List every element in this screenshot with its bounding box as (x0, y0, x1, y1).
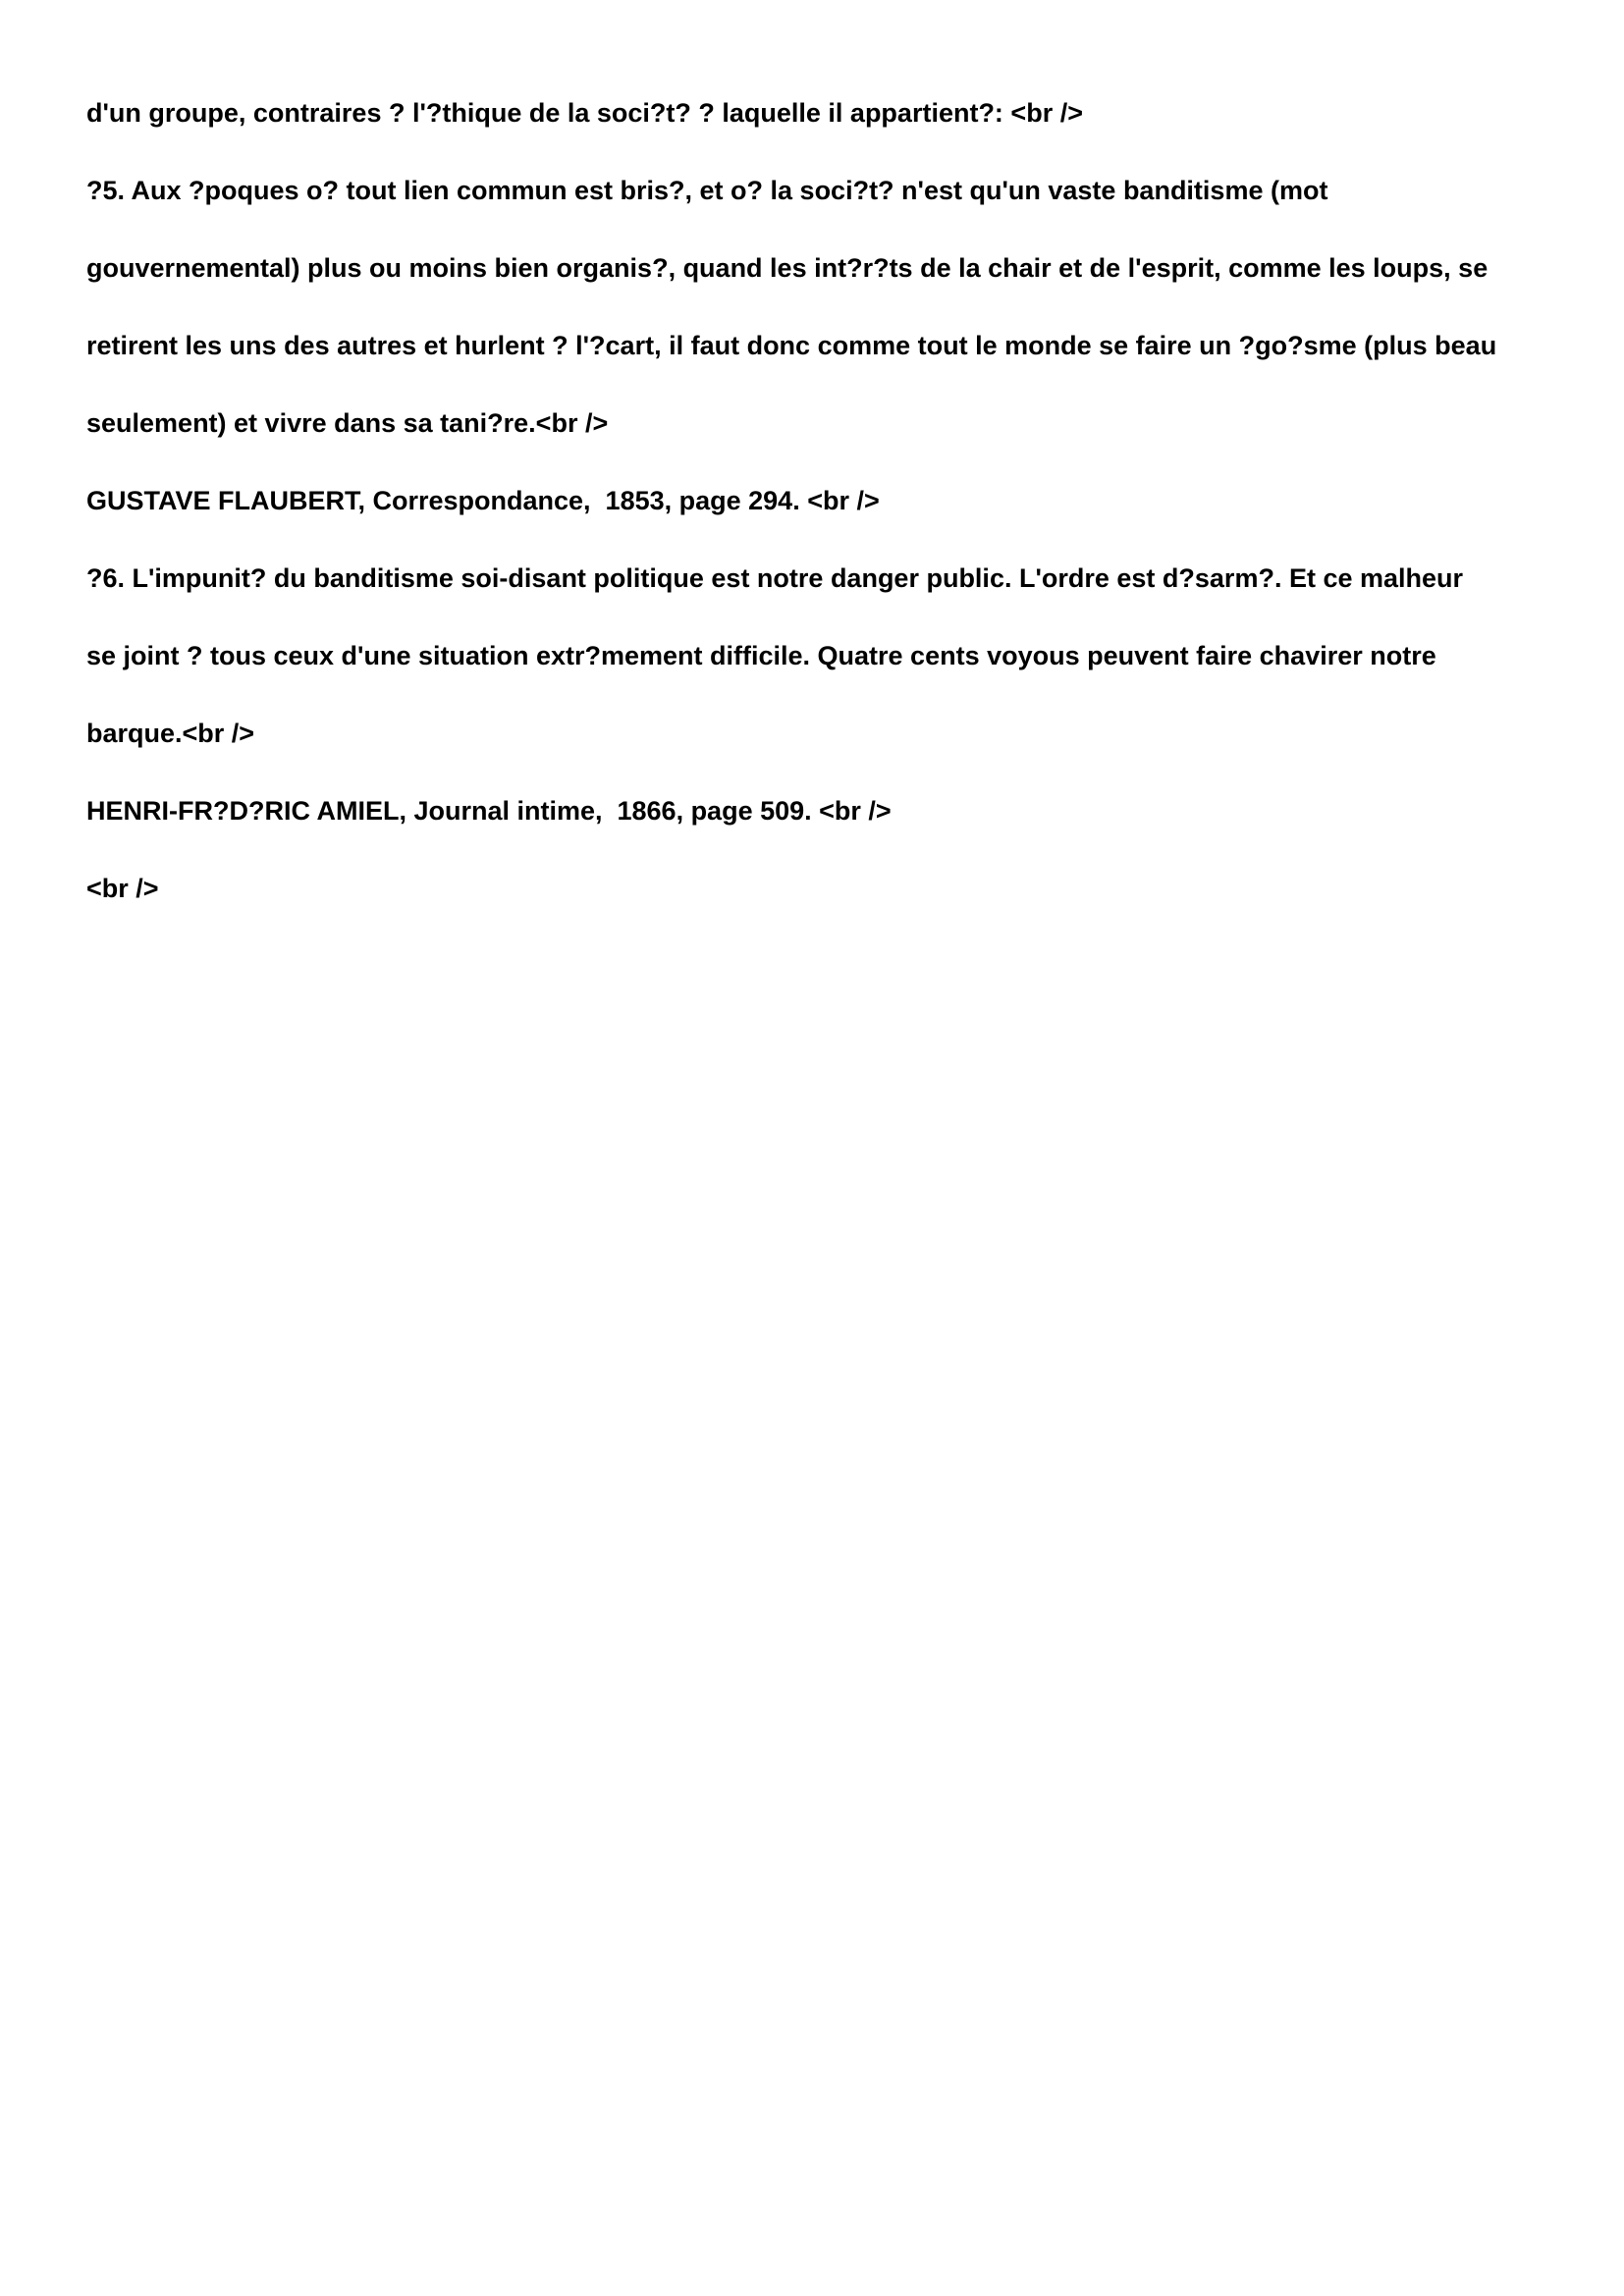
text-line: <br /> (86, 874, 159, 903)
quote-5-line: seulement) et vivre dans sa tani?re.<br /> (86, 408, 609, 438)
document-body (86, 90, 1559, 943)
quote-6-line: barque.<br /> (86, 719, 255, 748)
quote-5-line: gouvernemental) plus ou moins bien organis?, quand les int?r?ts de la chair et de l'esprit, comme les loups, se (86, 253, 1489, 283)
citation-amiel: HENRI-FR?D?RIC AMIEL, Journal intime, 1866, page 509. <br /> (86, 796, 892, 826)
citation-flaubert: GUSTAVE FLAUBERT, Correspondance, 1853, page 294. <br /> (86, 486, 880, 515)
quote-5-line: retirent les uns des autres et hurlent ? l'?cart, il faut donc comme tout le monde se faire un ?go?sme (plus beau (86, 331, 1497, 360)
quote-6-line: se joint ? tous ceux d'une situation extr?mement difficile. Quatre cents voyous peuvent faire chavirer notre (86, 641, 1436, 670)
quote-5-line: ?5. Aux ?poques o? tout lien commun est bris?, et o? la soci?t? n'est qu'un vaste banditisme (mot (86, 176, 1328, 205)
quote-6-line: ?6. L'impunit? du banditisme soi-disant politique est notre danger public. L'ordre est d?sarm?. Et ce malheur (86, 563, 1464, 593)
text-line: d'un groupe, contraires ? l'?thique de la soci?t? ? laquelle il appartient?: <br /> (86, 98, 1083, 128)
